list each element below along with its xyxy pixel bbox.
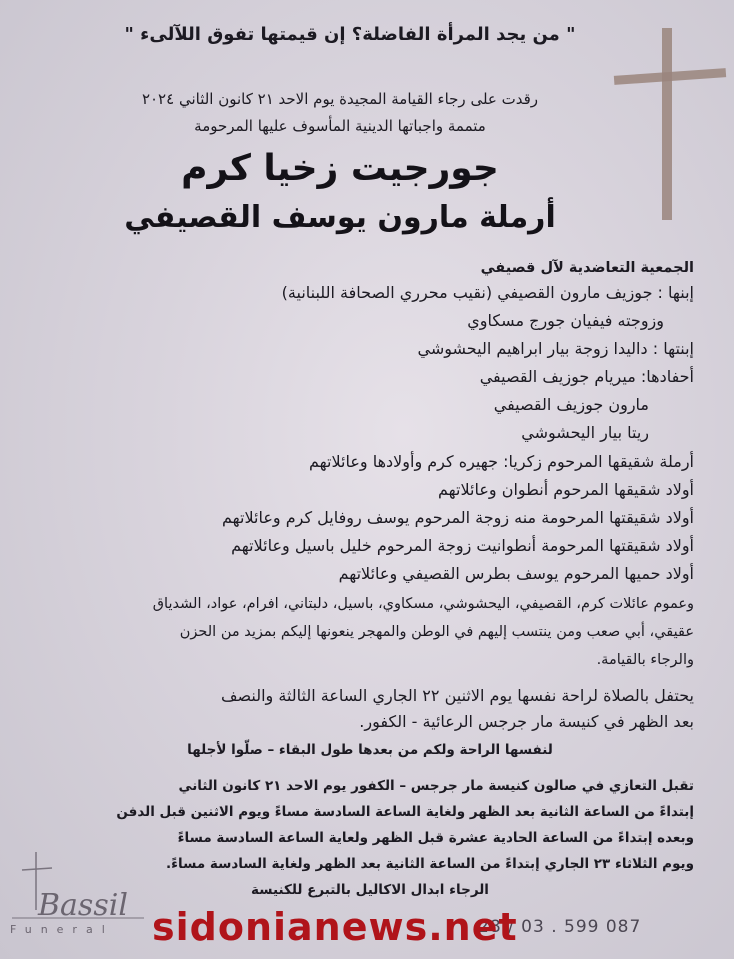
association: الجمعية التعاضدية لآل قصيفي [480,260,694,276]
condolences-line-2: إبتداءً من الساعة الثانية بعد الظهر ولغاية الساعة السادسة مساءً ويوم الاثنين قبل الدفن [116,804,694,820]
phone-number: 28 / 03 . 599 087 [478,917,642,937]
condolences-line-3: وبعده إبتداءً من الساعة الحادية عشرة قبل الظهر ولعاية الساعة السادسة مساءً [177,830,694,846]
widow-of: أرملة مارون يوسف القصيفي [124,200,556,235]
family-line-grandchild-2: مارون جوزيف القصيفي [493,395,649,414]
cross-vertical [662,28,672,220]
relatives-line-1: وعموم عائلات كرم، القصيفي، اليحشوشي، مسكاوي، باسيل، دلبتاني، افرام، عواد، الشدياق [152,596,694,612]
rest-line-2: متممة واجباتها الدينية المأسوف عليها المرحومة [194,117,486,135]
funeral-line-1: يحتفل بالصلاة لراحة نفسها يوم الاثنين ٢٢ الجاري الساعة الثالثة والنصف [220,686,694,705]
quote: " من يجد المرأة الفاضلة؟ إن قيمتها تفوق اللآلىء " [124,24,576,45]
deceased-name: جورجيت زخيا كرم [181,148,499,189]
condolences-line-1: تقبل التعازي في صالون كنيسة مار جرجس – الكفور يوم الاحد ٢١ كانون الثاني [178,778,694,794]
condolences-line-4: ويوم الثلاثاء ٢٣ الجاري إبتداءً من الساعة الثانية بعد الظهر ولغاية السادسة مساءً. [166,856,694,872]
family-line-son-wife: وزوجته فيفيان جورج مسكاوي [467,311,664,330]
family-line-daughter: إبنتها : داليدا زوجة بيار ابراهيم اليحشوشي [417,339,694,358]
logo-name: Bassil [38,888,128,923]
watermark: sidonianews.net [152,905,518,949]
family-line-sister-children-1: أولاد شقيقتها المرحومة منه زوجة المرحوم يوسف روفايل كرم وعائلاتهم [222,508,694,527]
rest-line-1: رقدت على رجاء القيامة المجيدة يوم الاحد ٢١ كانون الثاني ٢٠٢٤ [141,90,539,108]
wreath-request: الرجاء ابدال الاكاليل بالتبرع للكنيسة [251,882,489,898]
family-line-grandchild-1: أحفادها: ميريام جوزيف القصيفي [479,367,694,386]
family-line-grandchild-3: ريتا بيار اليحشوشي [521,423,649,442]
funeral-line-2: بعد الظهر في كنيسة مار جرجس الرعائية - الكفور. [359,712,694,731]
relatives-line-2: عقيقي، أبي صعب ومن ينتسب إليهم في الوطن والمهجر ينعونها إليكم بمزيد من الحزن [179,624,694,640]
family-line-father-in-law-children: أولاد حميها المرحوم يوسف بطرس القصيفي وعائلاتهم [338,564,694,583]
family-line-son: إبنها : جوزيف مارون القصيفي (نقيب محرري الصحافة اللبنانية) [281,283,694,302]
logo-subtitle: Funeral [10,923,114,936]
family-line-sister-children-2: أولاد شقيقتها المرحومة أنطوانيت زوجة المرحوم خليل باسيل وعائلاتهم [231,536,694,555]
relatives-line-3: والرجاء بالقيامة. [596,652,694,668]
family-line-brother-children: أولاد شقيقها المرحوم أنطوان وعائلاتهم [437,480,694,499]
prayer-line: لنفسها الراحة ولكم من بعدها طول البقاء – صلّوا لأجلها [187,742,553,758]
family-line-in-law: أرملة شقيقها المرحوم زكريا: جهيره كرم وأولادها وعائلاتهم [309,452,694,471]
